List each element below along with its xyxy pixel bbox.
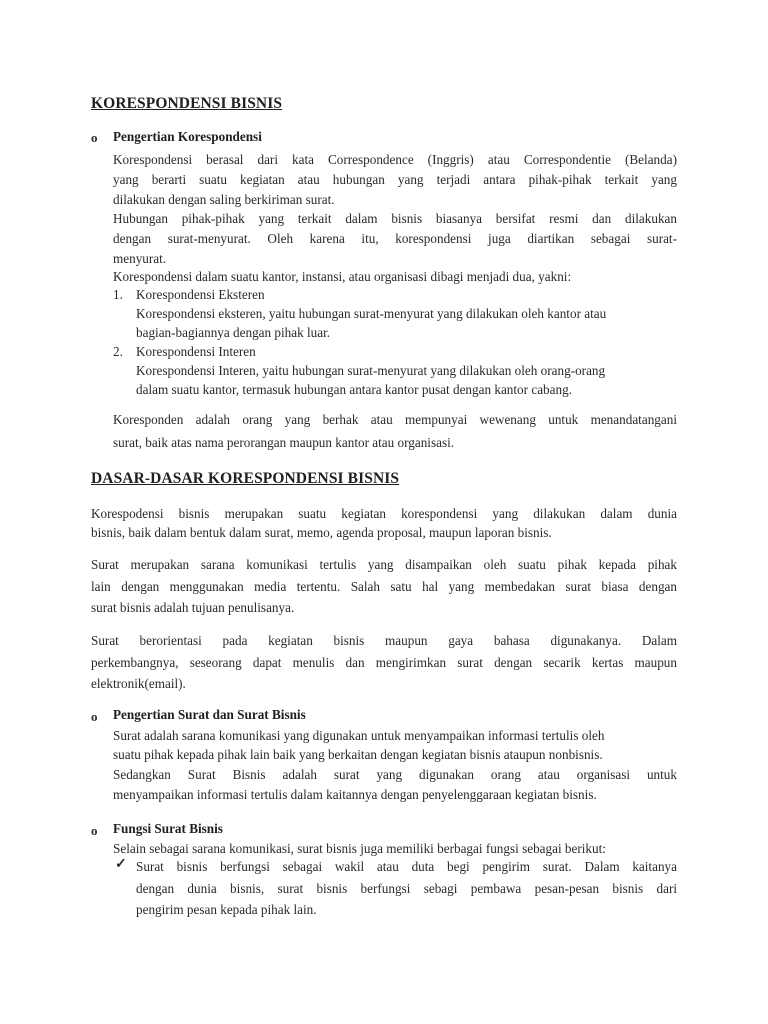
paragraph-line: surat, baik atas nama perorangan maupun kantor atau organisasi. [113, 435, 455, 450]
paragraph-line: elektronik(email). [91, 676, 186, 691]
checkmark-icon: ✓ [115, 857, 127, 872]
paragraph-line: yang berarti suatu kegiatan atau hubungan yang terjadi antara pihak-pihak terkait yang [113, 172, 677, 187]
paragraph-line: menyurat. [113, 251, 167, 266]
paragraph-line: Sedangkan Surat Bisnis adalah surat yang digunakan orang atau organisasi untuk [113, 767, 677, 782]
list-item-title: Korespondensi Interen [136, 344, 256, 359]
check-item-line: pengirim pesan kepada pihak lain. [136, 902, 317, 917]
paragraph-line: lain dengan menggunakan media tertentu. Salah satu hal yang membedakan surat biasa dengan [91, 579, 677, 594]
list-item-line: Korespondensi Interen, yaitu hubungan surat-menyurat yang dilakukan oleh orang-orang [136, 363, 606, 378]
paragraph-line: Surat berorientasi pada kegiatan bisnis maupun gaya bahasa digunakanya. Dalam [91, 633, 677, 648]
paragraph-line: Koresponden adalah orang yang berhak atau mempunyai wewenang untuk menandatangani [113, 412, 677, 427]
paragraph-line: Korespondensi berasal dari kata Correspondence (Inggris) atau Correspondentie (Belanda) [113, 152, 677, 167]
section-heading-dasar-dasar: DASAR-DASAR KORESPONDENSI BISNIS [91, 470, 400, 487]
check-item-line: dengan dunia bisnis, surat bisnis berfungsi sebagi pembawa pesan-pesan bisnis dari [136, 881, 677, 896]
paragraph-line: Hubungan pihak-pihak yang terkait dalam bisnis biasanya bersifat resmi dan dilakukan [113, 211, 677, 226]
paragraph-line: dilakukan dengan saling berkiriman surat. [113, 192, 335, 207]
paragraph-line: suatu pihak kepada pihak lain baik yang berkaitan dengan kegiatan bisnis ataupun nonbisnis. [113, 747, 603, 762]
sub-heading-pengertian-surat: Pengertian Surat dan Surat Bisnis [113, 707, 306, 722]
paragraph-line: Selain sebagai sarana komunikasi, surat bisnis juga memiliki berbagai fungsi sebagai berikut: [113, 841, 606, 856]
list-number: 1. [113, 287, 123, 302]
paragraph-line: Korespodensi bisnis merupakan suatu kegiatan korespondensi yang dilakukan dalam dunia [91, 506, 677, 521]
paragraph-line: Korespondensi dalam suatu kantor, instansi, atau organisasi dibagi menjadi dua, yakni: [113, 269, 572, 284]
list-item-line: dalam suatu kantor, termasuk hubungan antara kantor pusat dengan kantor cabang. [136, 382, 572, 397]
paragraph-line: menyampaikan informasi tertulis dalam kaitannya dengan penyelenggaraan kegiatan bisnis. [113, 787, 597, 802]
bullet-o: o [91, 130, 98, 145]
paragraph-line: perkembangnya, seseorang dapat menulis dan mengirimkan surat dengan secarik kertas maupun [91, 655, 677, 670]
bullet-o: o [91, 823, 98, 838]
paragraph-line: bisnis, baik dalam bentuk dalam surat, memo, agenda proposal, maupun laporan bisnis. [91, 525, 552, 540]
check-item-line: Surat bisnis berfungsi sebagai wakil atau duta begi pengirim surat. Dalam kaitanya [136, 859, 677, 874]
sub-heading-fungsi-surat: Fungsi Surat Bisnis [113, 821, 223, 836]
paragraph-line: dengan surat-menyurat. Oleh karena itu, korespondensi juga diartikan sebagai surat- [113, 231, 677, 246]
list-item-line: Korespondensi eksteren, yaitu hubungan surat-menyurat yang dilakukan oleh kantor atau [136, 306, 607, 321]
paragraph-line: surat bisnis adalah tujuan penulisanya. [91, 600, 295, 615]
section-heading-korespondensi-bisnis: KORESPONDENSI BISNIS [91, 95, 283, 112]
list-number: 2. [113, 344, 123, 359]
list-item-line: bagian-bagiannya dengan pihak luar. [136, 325, 331, 340]
bullet-o: o [91, 709, 98, 724]
list-item-title: Korespondensi Eksteren [136, 287, 265, 302]
paragraph-line: Surat adalah sarana komunikasi yang digunakan untuk menyampaikan informasi tertulis oleh [113, 728, 605, 743]
sub-heading-pengertian-korespondensi: Pengertian Korespondensi [113, 129, 262, 144]
paragraph-line: Surat merupakan sarana komunikasi tertulis yang disampaikan oleh suatu pihak kepada pihak [91, 557, 677, 572]
